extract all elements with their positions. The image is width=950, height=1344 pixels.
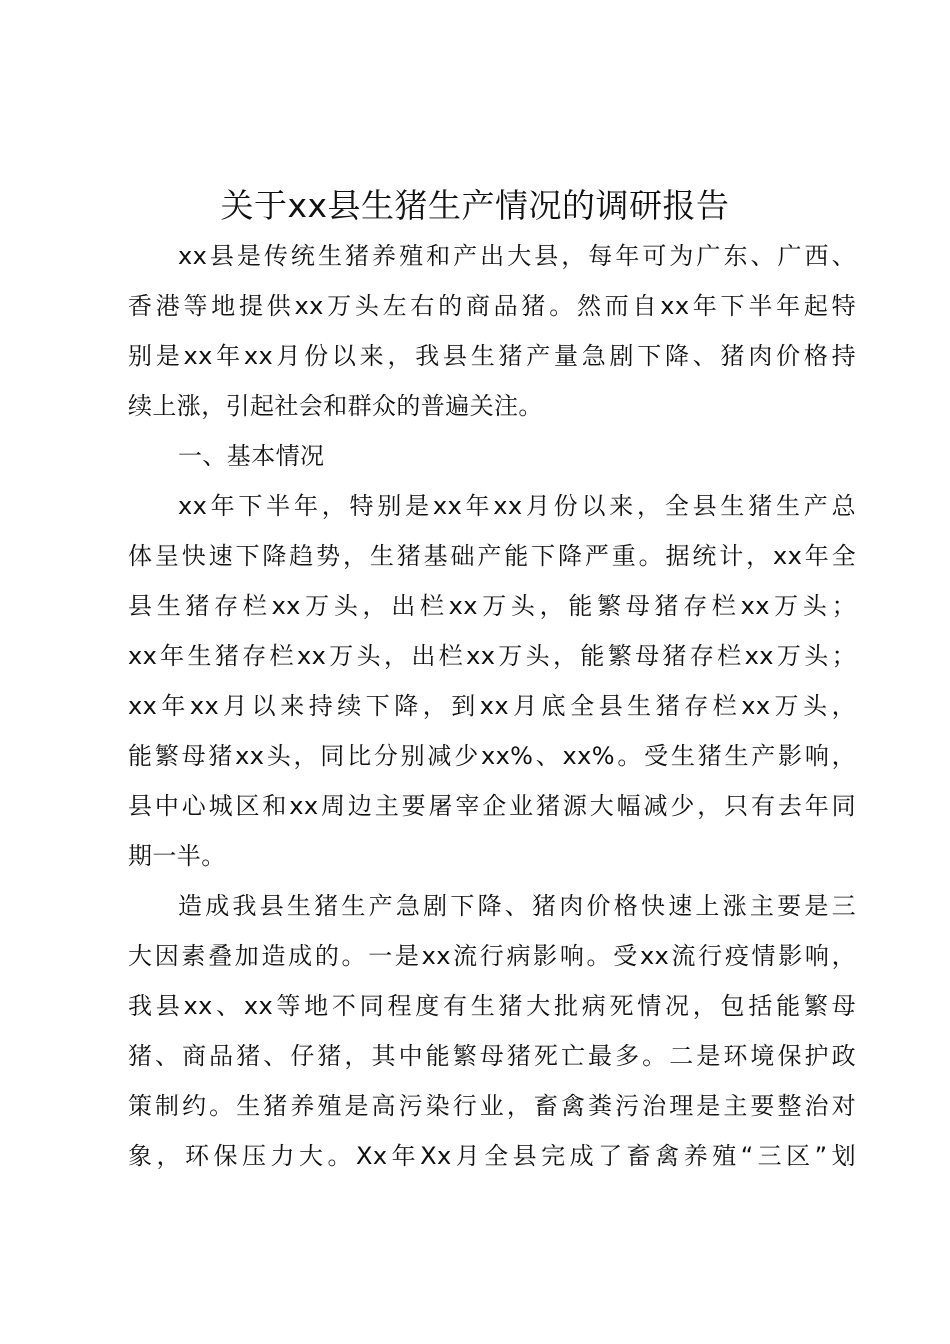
body-line-19: 象，环保压力大。Xx年Xx月全县完成了畜禽养殖“三区”划 bbox=[128, 1142, 856, 1170]
body-line-16: 我县xx、xx等地不同程度有生猪大批病死情况，包括能繁母 bbox=[128, 992, 856, 1020]
body-line-18: 策制约。生猪养殖是高污染行业，畜禽粪污治理是主要整治对 bbox=[128, 1092, 856, 1120]
body-line-3: 别是xx年xx月份以来，我县生猪产量急剧下降、猪肉价格持 bbox=[128, 342, 856, 370]
document-title: 关于xx县生猪生产情况的调研报告 bbox=[220, 186, 730, 225]
body-line-14: 造成我县生猪生产急剧下降、猪肉价格快速上涨主要是三 bbox=[178, 892, 856, 920]
body-line-10: xx年xx月以来持续下降，到xx月底全县生猪存栏xx万头， bbox=[128, 692, 856, 720]
body-line-9: xx年生猪存栏xx万头，出栏xx万头，能繁母猪存栏xx万头； bbox=[128, 642, 856, 670]
body-line-12: 县中心城区和xx周边主要屠宰企业猪源大幅减少，只有去年同 bbox=[128, 792, 856, 820]
body-line-11: 能繁母猪xx头，同比分别减少xx%、xx%。受生猪生产影响， bbox=[128, 742, 856, 770]
body-line-13: 期一半。 bbox=[128, 842, 226, 870]
body-line-8: 县生猪存栏xx万头，出栏xx万头，能繁母猪存栏xx万头； bbox=[128, 592, 856, 620]
body-line-2: 香港等地提供xx万头左右的商品猪。然而自xx年下半年起特 bbox=[128, 292, 856, 320]
body-line-4: 续上涨，引起社会和群众的普遍关注。 bbox=[128, 392, 543, 420]
body-line-15: 大因素叠加造成的。一是xx流行病影响。受xx流行疫情影响， bbox=[128, 942, 856, 970]
body-line-17: 猪、商品猪、仔猪，其中能繁母猪死亡最多。二是环境保护政 bbox=[128, 1042, 856, 1070]
section-heading: 一、基本情况 bbox=[178, 442, 325, 470]
body-line-7: 体呈快速下降趋势，生猪基础产能下降严重。据统计，xx年全 bbox=[128, 542, 856, 570]
body-line-1: xx县是传统生猪养殖和产出大县，每年可为广东、广西、 bbox=[178, 242, 856, 270]
body-line-6: xx年下半年，特别是xx年xx月份以来，全县生猪生产总 bbox=[178, 492, 856, 520]
